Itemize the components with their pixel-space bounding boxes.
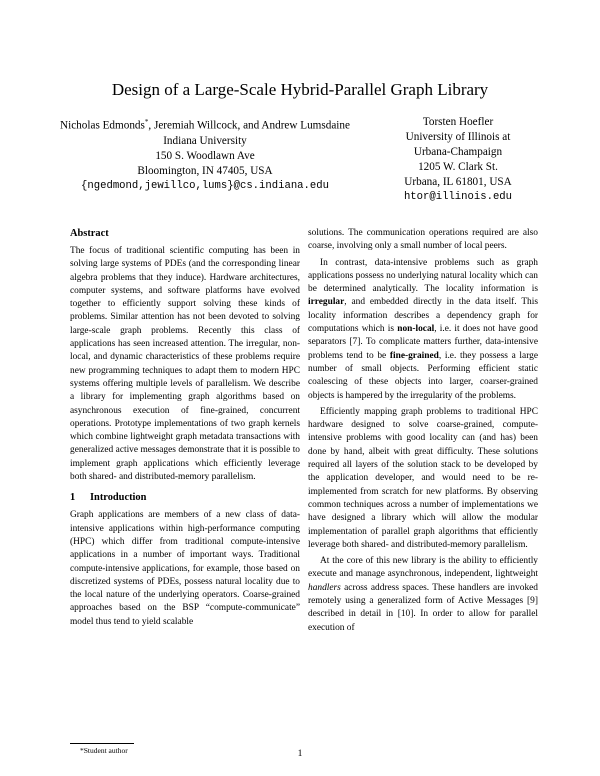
paper-title: Design of a Large-Scale Hybrid-Parallel Graph Library bbox=[111, 80, 489, 99]
authors-right bbox=[378, 115, 538, 205]
author-city: Urbana, IL 61801, USA bbox=[404, 176, 512, 188]
author-name: Torsten Hoefler bbox=[422, 116, 494, 128]
author-affiliation-1: University of Illinois at bbox=[405, 131, 511, 143]
paragraph: Efficiently mapping graph problems to traditional HPC hardware designed to solve coarse-grained, compute-intensive problems with good locality can (and has) been done by hand, albeit with great difficulty. These solutions required all layers of the solution stack to be developed by the application developer, and would need to be re-implemented from scratch for new platforms. By observing common techniques across a number of implementations we have designed a library which will allow the modular implementation of parallel graph algorithms that efficiently leverage both shared- and distributed-memory parallelism. bbox=[308, 406, 538, 550]
footnote: *Student author bbox=[80, 746, 128, 755]
author-affiliation: Indiana University bbox=[163, 134, 247, 147]
footnote-mark: * bbox=[144, 118, 149, 126]
authors-left bbox=[60, 115, 350, 194]
paragraph: solutions. The communication operations required are also coarse, involving only a small number of local peers. bbox=[308, 228, 538, 252]
intro-heading: 1 Introduction bbox=[70, 492, 147, 504]
abstract-heading: Abstract bbox=[70, 228, 109, 239]
page-number: 1 bbox=[297, 748, 303, 759]
author-affiliation-2: Urbana-Champaign bbox=[413, 146, 503, 158]
author-city: Bloomington, IN 47405, USA bbox=[137, 164, 273, 177]
paragraph: At the core of this new library is the ability to efficiently execute and manage asynchronous, independent, lightweight handlers across address spaces. These handlers are invoked remotely using a generalized form of Active Messages [9] described in detail in [10]. In order to allow for parallel execution of bbox=[308, 556, 538, 633]
author-email: htor@illinois.edu bbox=[403, 191, 513, 203]
right-column bbox=[308, 227, 538, 635]
footnote-divider bbox=[70, 743, 134, 744]
author-street: 150 S. Woodlawn Ave bbox=[155, 149, 255, 162]
abstract-text: The focus of traditional scientific computing has been in solving large systems of PDEs (and the corresponding linear algebra problems that they induce). Hardware architectures, computer systems, and software platforms have evolved together to efficiently support solving these kinds of problems. Similar attention has not been devoted to solving large-scale graph problems. Recently this class of applications has seen increased attention. The irregular, non-local, and dynamic characteristics of these problems require new programming techniques to adapt them to modern HPC systems offering multiple levels of parallelism. We describe a library for implementing graph algorithms based on asynchronous execution of fine-grained, concurrent operations. Prototype implementations of two graph kernels which combine lightweight graph metadata transactions with generalized active messages demonstrate that it is possible to implement graph applications which efficiently leverage both shared- and distributed-memory parallelism. bbox=[70, 246, 300, 483]
left-column bbox=[70, 227, 300, 629]
paragraph: In contrast, data-intensive problems such as graph applications possess no underlying natural locality which can be determined analytically. The locality information is irregular, and embedded directly in the data itself. This locality information describes a dependency graph for computations which is non-local, i.e. it does not have good separators [7]. To complicate matters further, data-intensive problems tend to be fine-grained, i.e. they possess a large number of small objects. Performing efficient static coalescing of these objects into larger, coarser-grained objects is hampered by the irregularity of the problems. bbox=[308, 257, 538, 401]
author-email: {ngedmond,jewillco,lums}@cs.indiana.edu bbox=[81, 179, 329, 192]
author-names: Nicholas Edmonds*, Jeremiah Willcock, and Andrew Lumsdaine bbox=[60, 118, 350, 132]
intro-text: Graph applications are members of a new class of data-intensive applications within high-performance computing (HPC) which differ from traditional compute-intensive applications in a number of important ways. Traditional compute-intensive applications, for example, those based on discretized systems of PDEs, possess natural locality due to the local nature of the underlying operators. Coarse-grained approaches based on the BSP “compute-communicate” model thus tend to yield scalable bbox=[70, 510, 300, 627]
author-street: 1205 W. Clark St. bbox=[418, 161, 498, 173]
